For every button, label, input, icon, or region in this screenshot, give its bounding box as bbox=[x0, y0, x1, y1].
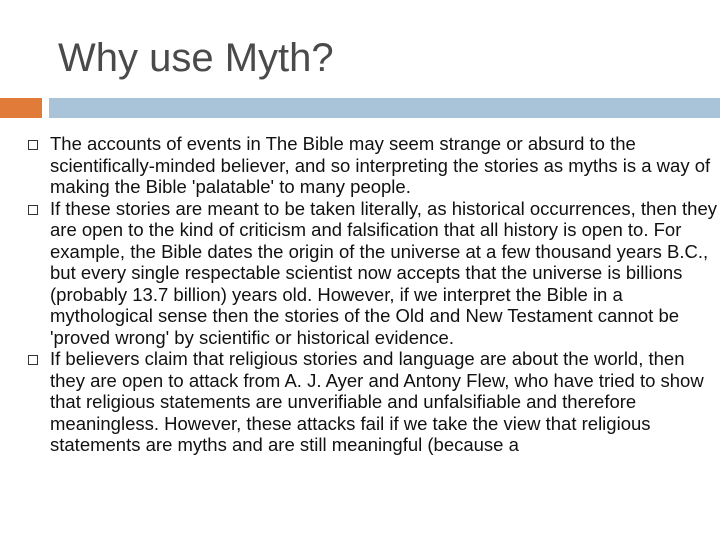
bullet-item bbox=[28, 133, 718, 198]
slide-title: Why use Myth? bbox=[58, 36, 334, 80]
bullet-text: If these stories are meant to be taken literally, as historical occurrences, then they are open to the kind of criticism and falsification that all history is open to. For example, the Bible dates the origin of the universe at a few thousand years B.C., but every single respectable scientist now accepts that the universe is billions (probably 13.7 billion) years old. However, if we interpret the Bible in a mythological sense then the stories of the Old and New Testament cannot be 'proved wrong' by scientific or historical evidence. bbox=[50, 197, 718, 348]
square-bullet-icon bbox=[28, 205, 38, 215]
bullet-item bbox=[28, 348, 718, 456]
bullet-item bbox=[28, 198, 718, 349]
square-bullet-icon bbox=[28, 140, 38, 150]
title-divider-bar bbox=[49, 98, 720, 118]
bullet-list bbox=[28, 133, 718, 456]
bullet-text: The accounts of events in The Bible may seem strange or absurd to the scientifically-minded believer, and so interpreting the stories as myths is a way of making the Bible 'palatable' to many people. bbox=[50, 133, 711, 197]
title-divider-accent bbox=[0, 98, 42, 118]
bullet-text: If believers claim that religious stories and language are about the world, then they are open to attack from A. J. Ayer and Antony Flew, who have tried to show that religious statements are unverifiable and unfalsifiable and therefore meaningless. However, these attacks fail if we take the view that religious statements are myths and are still meaningful (because a bbox=[50, 348, 704, 455]
square-bullet-icon bbox=[28, 355, 38, 365]
